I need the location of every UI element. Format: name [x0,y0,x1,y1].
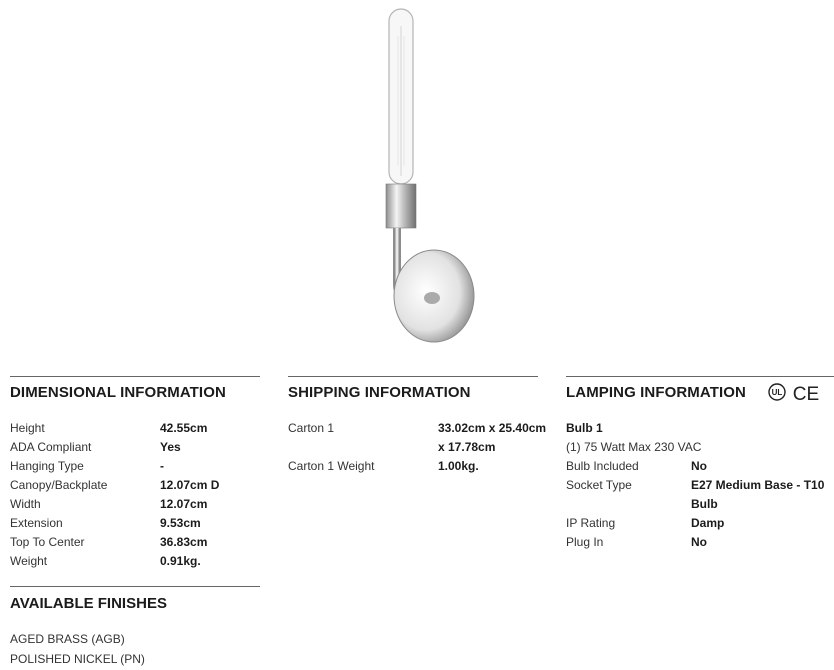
ce-mark-icon: CE [792,384,820,404]
spec-row: ADA Compliant Yes [10,440,181,454]
spec-row: x 17.78cm [438,440,496,454]
section-title: LAMPING INFORMATION [566,384,746,401]
bulb-title: Bulb 1 [566,421,603,435]
spec-row: Carton 1 33.02cm x 25.40cm [288,421,547,435]
bulb-description: (1) 75 Watt Max 230 VAC [566,440,702,454]
product-image [372,6,482,346]
spec-row: Carton 1 Weight 1.00kg. [288,459,479,473]
certification-icons [767,382,823,404]
spec-row: Bulb [691,497,718,511]
shipping-section [288,376,547,476]
spec-row: Top To Center 36.83cm [10,535,208,549]
spec-row: Socket Type E27 Medium Base - T10 [566,478,825,492]
svg-text:UL: UL [771,388,783,397]
spec-row: IP Rating Damp [566,516,725,530]
section-title: DIMENSIONAL INFORMATION [10,384,226,401]
dimensional-section [10,376,260,571]
spec-row: Plug In No [566,535,707,549]
spec-row: Extension 9.53cm [10,516,201,530]
spec-row: Hanging Type - [10,459,164,473]
section-title: SHIPPING INFORMATION [288,384,471,401]
finish-item: POLISHED NICKEL (PN) [10,652,145,666]
spec-row: Bulb Included No [566,459,707,473]
spec-row: Height 42.55cm [10,421,208,435]
spec-row: Width 12.07cm [10,497,208,511]
finish-item: AGED BRASS (AGB) [10,632,125,646]
spec-row: Canopy/Backplate 12.07cm D [10,478,220,492]
section-title: AVAILABLE FINISHES [10,595,167,612]
spec-row: Weight 0.91kg. [10,554,201,568]
finishes-section [10,586,260,669]
